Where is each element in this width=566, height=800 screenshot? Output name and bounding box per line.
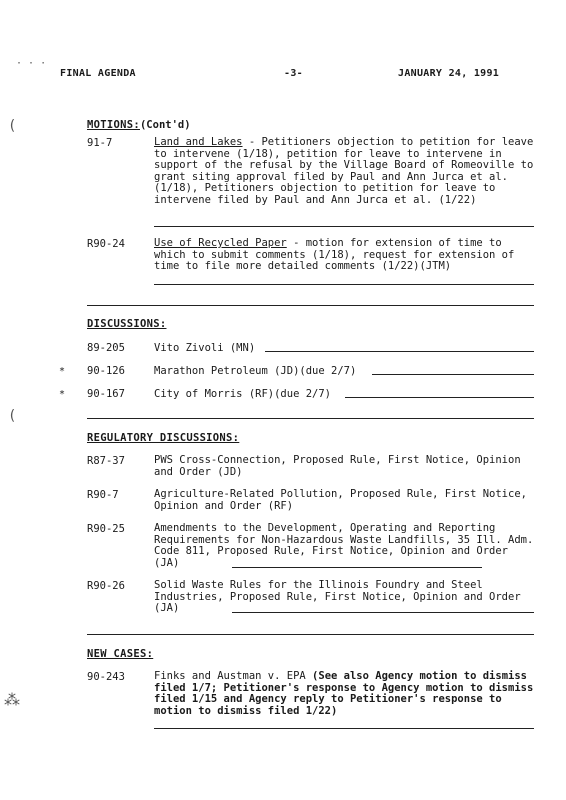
- priority-star: *: [59, 366, 66, 377]
- scan-speck: · · ·: [16, 58, 47, 69]
- agenda-date: JANUARY 24, 1991: [398, 68, 500, 79]
- docket-number: 90-167: [87, 388, 125, 400]
- scan-smudge: ⁂: [4, 690, 20, 709]
- docket-number: R90-26: [87, 580, 125, 592]
- section-divider: [87, 418, 534, 419]
- motions-heading: MOTIONS:(Cont'd): [87, 119, 191, 131]
- regulatory-text: Solid Waste Rules for the Illinois Foundry and Steel Industries, Proposed Rule, First Notice, Opinion and Order (JA): [154, 579, 521, 614]
- docket-number: 91-7: [87, 137, 113, 149]
- case-title: Use of Recycled Paper: [154, 237, 287, 249]
- punch-hole-mark: (: [8, 408, 17, 424]
- regulatory-text: Agriculture-Related Pollution, Proposed Rule, First Notice, Opinion and Order (RF): [154, 488, 527, 512]
- docket-number: R87-37: [87, 455, 125, 467]
- case-title: Finks and Austman v. EPA: [154, 670, 306, 682]
- discussion-text: Vito Zivoli (MN): [154, 342, 256, 354]
- new-case-entry: [154, 671, 538, 717]
- rule-line: [345, 397, 534, 398]
- rule-line: [232, 612, 534, 613]
- priority-star: *: [59, 389, 66, 400]
- docket-number: R90-7: [87, 489, 119, 501]
- motion-text: - Petitioners objection to petition for leave to intervene (1/18), petition for leave to intervene in support of the refusal by the Village Board of Romeoville to grant siting approval filed by Paul and Ann Jurca et al. (1/18), Petitioners objection to petition for leave to intervene filed by Paul and Ann Jurca et al. (1/22): [154, 136, 534, 206]
- docket-number: 90-126: [87, 365, 125, 377]
- docket-number: 89-205: [87, 342, 125, 354]
- rule-line: [232, 567, 482, 568]
- section-divider: [87, 305, 534, 306]
- discussion-text: Marathon Petroleum (JD)(due 2/7): [154, 365, 357, 377]
- motion-text: - motion for extension of time to which to submit comments (1/18), request for extension of time to file more detailed comments (1/22)(JTM): [154, 237, 515, 272]
- rule-line: [265, 351, 534, 352]
- rule-line: [154, 226, 534, 227]
- regulatory-text: Amendments to the Development, Operating and Reporting Requirements for Non-Hazardous Waste Landfills, 35 Ill. Adm. Code 811, Proposed Rule, First Notice, Opinion and Order (JA): [154, 522, 534, 569]
- agenda-title: FINAL AGENDA: [60, 68, 136, 79]
- new-cases-heading: NEW CASES:: [87, 648, 154, 660]
- rule-line: [154, 728, 534, 729]
- punch-hole-mark: (: [8, 118, 17, 134]
- motion-entry: [154, 238, 538, 273]
- case-note: (See also Agency motion to dismiss filed 1/7; Petitioner's response to Agency motion to dismiss filed 1/15 and Agency reply to Petitioner's response to motion to dismiss filed 1/22): [154, 670, 534, 717]
- motions-heading-suffix: (Cont'd): [139, 119, 191, 131]
- page-number: -3-: [284, 68, 303, 79]
- docket-number: R90-25: [87, 523, 125, 535]
- rule-line: [372, 374, 534, 375]
- rule-line: [154, 284, 534, 285]
- section-divider: [87, 634, 534, 635]
- docket-number: 90-243: [87, 671, 125, 683]
- case-title: Land and Lakes: [154, 136, 243, 148]
- motion-entry: [154, 137, 538, 206]
- docket-number: R90-24: [87, 238, 125, 250]
- discussions-heading: DISCUSSIONS:: [87, 318, 167, 330]
- regulatory-text: PWS Cross-Connection, Proposed Rule, First Notice, Opinion and Order (JD): [154, 454, 521, 478]
- regulatory-heading: REGULATORY DISCUSSIONS:: [87, 432, 240, 444]
- discussion-text: City of Morris (RF)(due 2/7): [154, 388, 332, 400]
